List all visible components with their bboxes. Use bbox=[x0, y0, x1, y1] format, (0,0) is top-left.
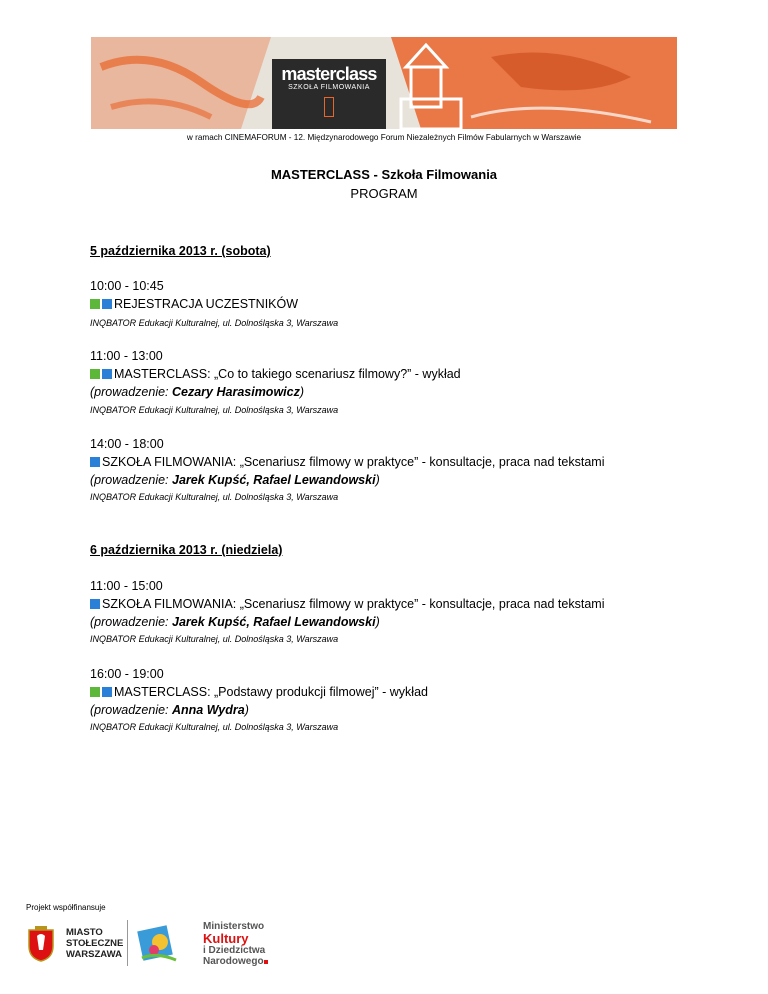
brand-subtitle: SZKOŁA FILMOWANIA bbox=[288, 84, 370, 91]
page-title: MASTERCLASS - Szkoła Filmowania bbox=[270, 167, 498, 182]
header-banner bbox=[91, 37, 677, 129]
brand-emblem-icon bbox=[324, 97, 334, 117]
culture-program-logo-icon bbox=[136, 922, 182, 966]
event-venue: INQBATOR Edukacji Kulturalnej, ul. Dolnośląska 3, Warszawa bbox=[90, 492, 339, 502]
event-time: 10:00 - 10:45 bbox=[90, 279, 164, 293]
green-marker-icon bbox=[90, 687, 100, 697]
event-activity bbox=[90, 455, 604, 469]
sponsor-label: Projekt współfinansuje bbox=[26, 903, 106, 912]
leader-prefix: (prowadzenie: bbox=[90, 385, 172, 399]
warsaw-crest-icon bbox=[27, 926, 55, 962]
leader-prefix: (prowadzenie: bbox=[90, 615, 172, 629]
green-marker-icon bbox=[90, 299, 100, 309]
day-heading: 6 października 2013 r. (niedziela) bbox=[90, 543, 283, 557]
city-line: WARSZAWA bbox=[66, 949, 122, 960]
ministry-logo bbox=[203, 921, 268, 967]
event-time: 16:00 - 19:00 bbox=[90, 667, 164, 681]
ministry-line: i Dziedzictwa bbox=[203, 945, 266, 956]
event-activity bbox=[90, 297, 298, 311]
event-time: 14:00 - 18:00 bbox=[90, 437, 164, 451]
leader-names: Jarek Kupść, Rafael Lewandowski bbox=[172, 615, 376, 629]
event-activity bbox=[90, 685, 428, 699]
blue-marker-icon bbox=[102, 299, 112, 309]
event-venue: INQBATOR Edukacji Kulturalnej, ul. Dolnośląska 3, Warszawa bbox=[90, 318, 339, 328]
event-venue: INQBATOR Edukacji Kulturalnej, ul. Dolnośląska 3, Warszawa bbox=[90, 722, 339, 732]
brand-title: masterclass bbox=[281, 64, 377, 84]
footer-divider bbox=[127, 920, 128, 966]
event-activity bbox=[90, 597, 604, 611]
event-venue: INQBATOR Edukacji Kulturalnej, ul. Dolnośląska 3, Warszawa bbox=[90, 405, 339, 415]
event-leader: (prowadzenie: Anna Wydra) bbox=[90, 703, 249, 717]
event-title: SZKOŁA FILMOWANIA: „Scenariusz filmowy w praktyce” - konsultacje, praca nad tekstami bbox=[102, 597, 605, 611]
event-venue: INQBATOR Edukacji Kulturalnej, ul. Dolnośląska 3, Warszawa bbox=[90, 634, 339, 644]
event-leader: (prowadzenie: Jarek Kupść, Rafael Lewandowski) bbox=[90, 615, 380, 629]
event-time: 11:00 - 13:00 bbox=[90, 349, 163, 363]
header-subtitle: w ramach CINEMAFORUM - 12. Międzynarodowego Forum Niezależnych Filmów Fabularnych w Warszawie bbox=[186, 133, 582, 142]
green-marker-icon bbox=[90, 369, 100, 379]
ministry-line-4 bbox=[203, 956, 268, 967]
ministry-line-text: Narodowego bbox=[203, 956, 264, 967]
event-title: MASTERCLASS: „Podstawy produkcji filmowej” - wykład bbox=[114, 685, 428, 699]
program-label: PROGRAM bbox=[350, 186, 418, 201]
city-name bbox=[66, 927, 123, 960]
leader-names: Jarek Kupść, Rafael Lewandowski bbox=[172, 473, 376, 487]
blue-marker-icon bbox=[90, 599, 100, 609]
day-heading: 5 października 2013 r. (sobota) bbox=[90, 244, 271, 258]
city-line: STOŁECZNE bbox=[66, 938, 124, 949]
event-time: 11:00 - 15:00 bbox=[90, 579, 163, 593]
leader-names: Cezary Harasimowicz bbox=[172, 385, 300, 399]
event-title: MASTERCLASS: „Co to takiego scenariusz filmowy?” - wykład bbox=[114, 367, 461, 381]
ministry-line: Ministerstwo bbox=[203, 921, 265, 932]
event-leader: (prowadzenie: Cezary Harasimowicz) bbox=[90, 385, 305, 399]
brand-logo bbox=[272, 59, 386, 129]
blue-marker-icon bbox=[90, 457, 100, 467]
blue-marker-icon bbox=[102, 687, 112, 697]
event-activity bbox=[90, 367, 461, 381]
leader-names: Anna Wydra bbox=[172, 703, 245, 717]
leader-prefix: (prowadzenie: bbox=[90, 473, 172, 487]
city-line: MIASTO bbox=[66, 927, 103, 938]
ministry-line: Kultury bbox=[203, 931, 249, 946]
blue-marker-icon bbox=[102, 369, 112, 379]
event-leader: (prowadzenie: Jarek Kupść, Rafael Lewandowski) bbox=[90, 473, 380, 487]
event-title: SZKOŁA FILMOWANIA: „Scenariusz filmowy w praktyce” - konsultacje, praca nad tekstami bbox=[102, 455, 605, 469]
red-dot-icon bbox=[264, 960, 268, 964]
leader-prefix: (prowadzenie: bbox=[90, 703, 172, 717]
event-title: REJESTRACJA UCZESTNIKÓW bbox=[114, 297, 299, 311]
